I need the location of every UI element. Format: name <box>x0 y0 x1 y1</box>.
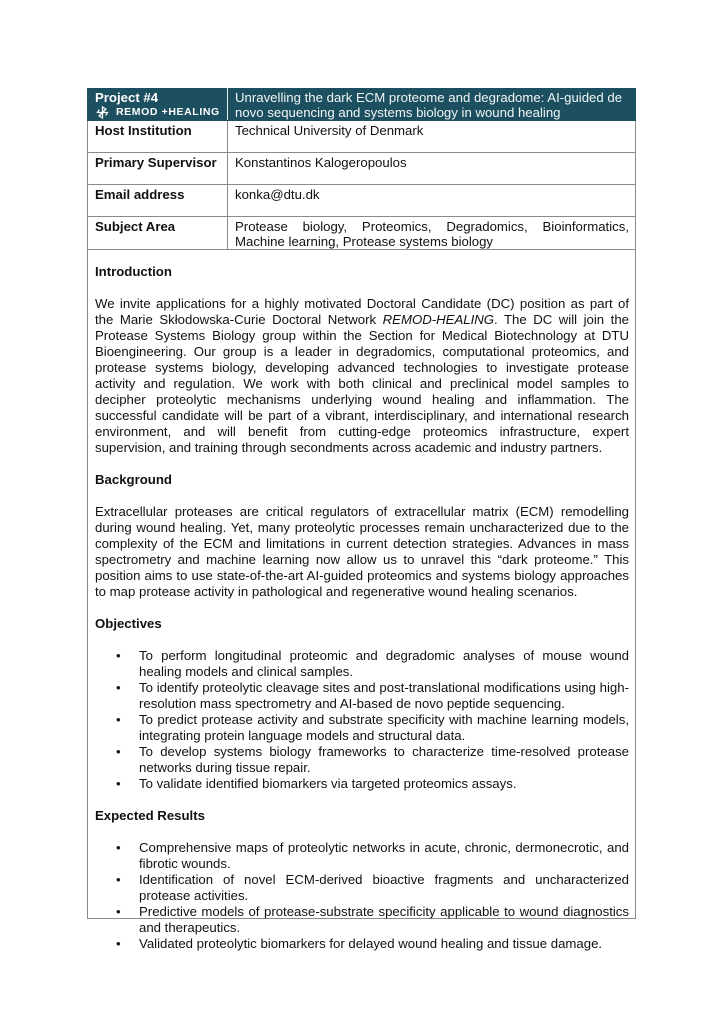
email-link[interactable]: konka@dtu.dk <box>228 185 636 217</box>
bullet-icon: • <box>116 744 121 759</box>
bullet-icon: • <box>116 712 121 727</box>
info-value: Konstantinos Kalogeropoulos <box>228 153 636 185</box>
project-info-table <box>87 88 636 250</box>
list-item <box>95 840 629 872</box>
section-heading-background: Background <box>95 472 172 487</box>
info-value: Protease biology, Proteomics, Degradomics, Bioinformatics, Machine learning, Protease systems biology <box>228 217 636 250</box>
section-heading-introduction: Introduction <box>95 264 172 279</box>
info-row-primary-supervisor <box>88 153 636 185</box>
list-item <box>95 872 629 904</box>
list-item <box>95 680 629 712</box>
info-label: Primary Supervisor <box>88 153 228 185</box>
list-item <box>95 744 629 776</box>
introduction-paragraph <box>95 296 629 456</box>
remod-healing-logo <box>95 105 221 120</box>
list-item <box>95 936 629 952</box>
bullet-icon: • <box>116 680 121 695</box>
project-title: Unravelling the dark ECM proteome and degradome: AI-guided de novo sequencing and systems biology in wound healing <box>228 89 636 121</box>
bullet-icon: • <box>116 904 121 919</box>
section-heading-objectives: Objectives <box>95 616 162 631</box>
network-name: REMOD-HEALING <box>382 312 495 327</box>
list-item <box>95 712 629 744</box>
bullet-icon: • <box>116 648 121 663</box>
project-number: Project #4 <box>95 90 159 105</box>
bullet-icon: • <box>116 776 121 791</box>
info-row-email-address <box>88 185 636 217</box>
list-item-text: To predict protease activity and substrate specificity with machine learning models, integrating protein language models and structural data. <box>139 712 629 743</box>
project-header-row <box>88 89 636 121</box>
list-item-text: Validated proteolytic biomarkers for delayed wound healing and tissue damage. <box>139 936 603 951</box>
info-value: Technical University of Denmark <box>228 121 636 153</box>
list-item <box>95 648 629 680</box>
project-body <box>87 250 636 951</box>
logo-text: REMOD +HEALING <box>116 106 220 118</box>
info-label: Email address <box>88 185 228 217</box>
bullet-icon: • <box>116 840 121 855</box>
project-label-cell <box>88 89 228 121</box>
background-paragraph: Extracellular proteases are critical regulators of extracellular matrix (ECM) remodelling during wound healing. Yet, many proteolytic processes remain uncharacterized due to the complexity of the ECM and limitations in current detection strategies. Advances in mass spectrometry and machine learning now allow us to unravel this “dark proteome.” This position aims to use state-of-the-art AI-guided proteomics and systems biology approaches to map protease activity in pathological and regenerative wound healing scenarios. <box>95 504 629 599</box>
info-row-host-institution <box>88 121 636 153</box>
list-item-text: To identify proteolytic cleavage sites and post-translational modifications using high-resolution mass spectrometry and AI-based de novo peptide sequencing. <box>139 680 629 711</box>
list-item-text: To perform longitudinal proteomic and degradomic analyses of mouse wound healing models and clinical samples. <box>139 648 629 679</box>
list-item-text: Identification of novel ECM-derived bioactive fragments and uncharacterized protease activities. <box>139 872 629 903</box>
list-item-text: Comprehensive maps of proteolytic networks in acute, chronic, dermonecrotic, and fibrotic wounds. <box>139 840 629 871</box>
expected-results-list <box>95 840 629 952</box>
list-item <box>95 776 629 792</box>
list-item <box>95 904 629 936</box>
info-label: Subject Area <box>88 217 228 250</box>
section-heading-expected-results: Expected Results <box>95 808 205 823</box>
list-item-text: To develop systems biology frameworks to characterize time-resolved protease networks during tissue repair. <box>139 744 629 775</box>
project-description-document <box>87 88 636 951</box>
bullet-icon: • <box>116 872 121 887</box>
intro-text-1: We invite applications for a highly motivated Doctoral Candidate (DC) position as part of the Marie Skłodowska-Curie Doctoral Network <box>95 296 629 327</box>
list-item-text: Predictive models of protease-substrate specificity applicable to wound diagnostics and therapeutics. <box>139 904 629 935</box>
bullet-icon: • <box>116 936 121 951</box>
objectives-list <box>95 648 629 792</box>
info-label: Host Institution <box>88 121 228 153</box>
list-item-text: To validate identified biomarkers via targeted proteomics assays. <box>139 776 517 791</box>
pinwheel-logo-icon <box>95 106 110 119</box>
intro-text-2: . The DC will join the Protease Systems Biology group within the Section for Medical Biotechnology at DTU Bioengineering. Our group is a leader in degradomics, computational proteomics, and protease systems biology, developing advanced technologies to investigate protease activity and regulation. We work with both clinical and preclinical model samples to decipher proteolytic mechanisms underlying wound healing and inflammation. The successful candidate will be part of a vibrant, interdisciplinary, and international research environment, and will benefit from cutting-edge proteomics infrastructure, expert supervision, and training through secondments across academic and industry partners. <box>95 312 629 455</box>
info-row-subject-area <box>88 217 636 250</box>
